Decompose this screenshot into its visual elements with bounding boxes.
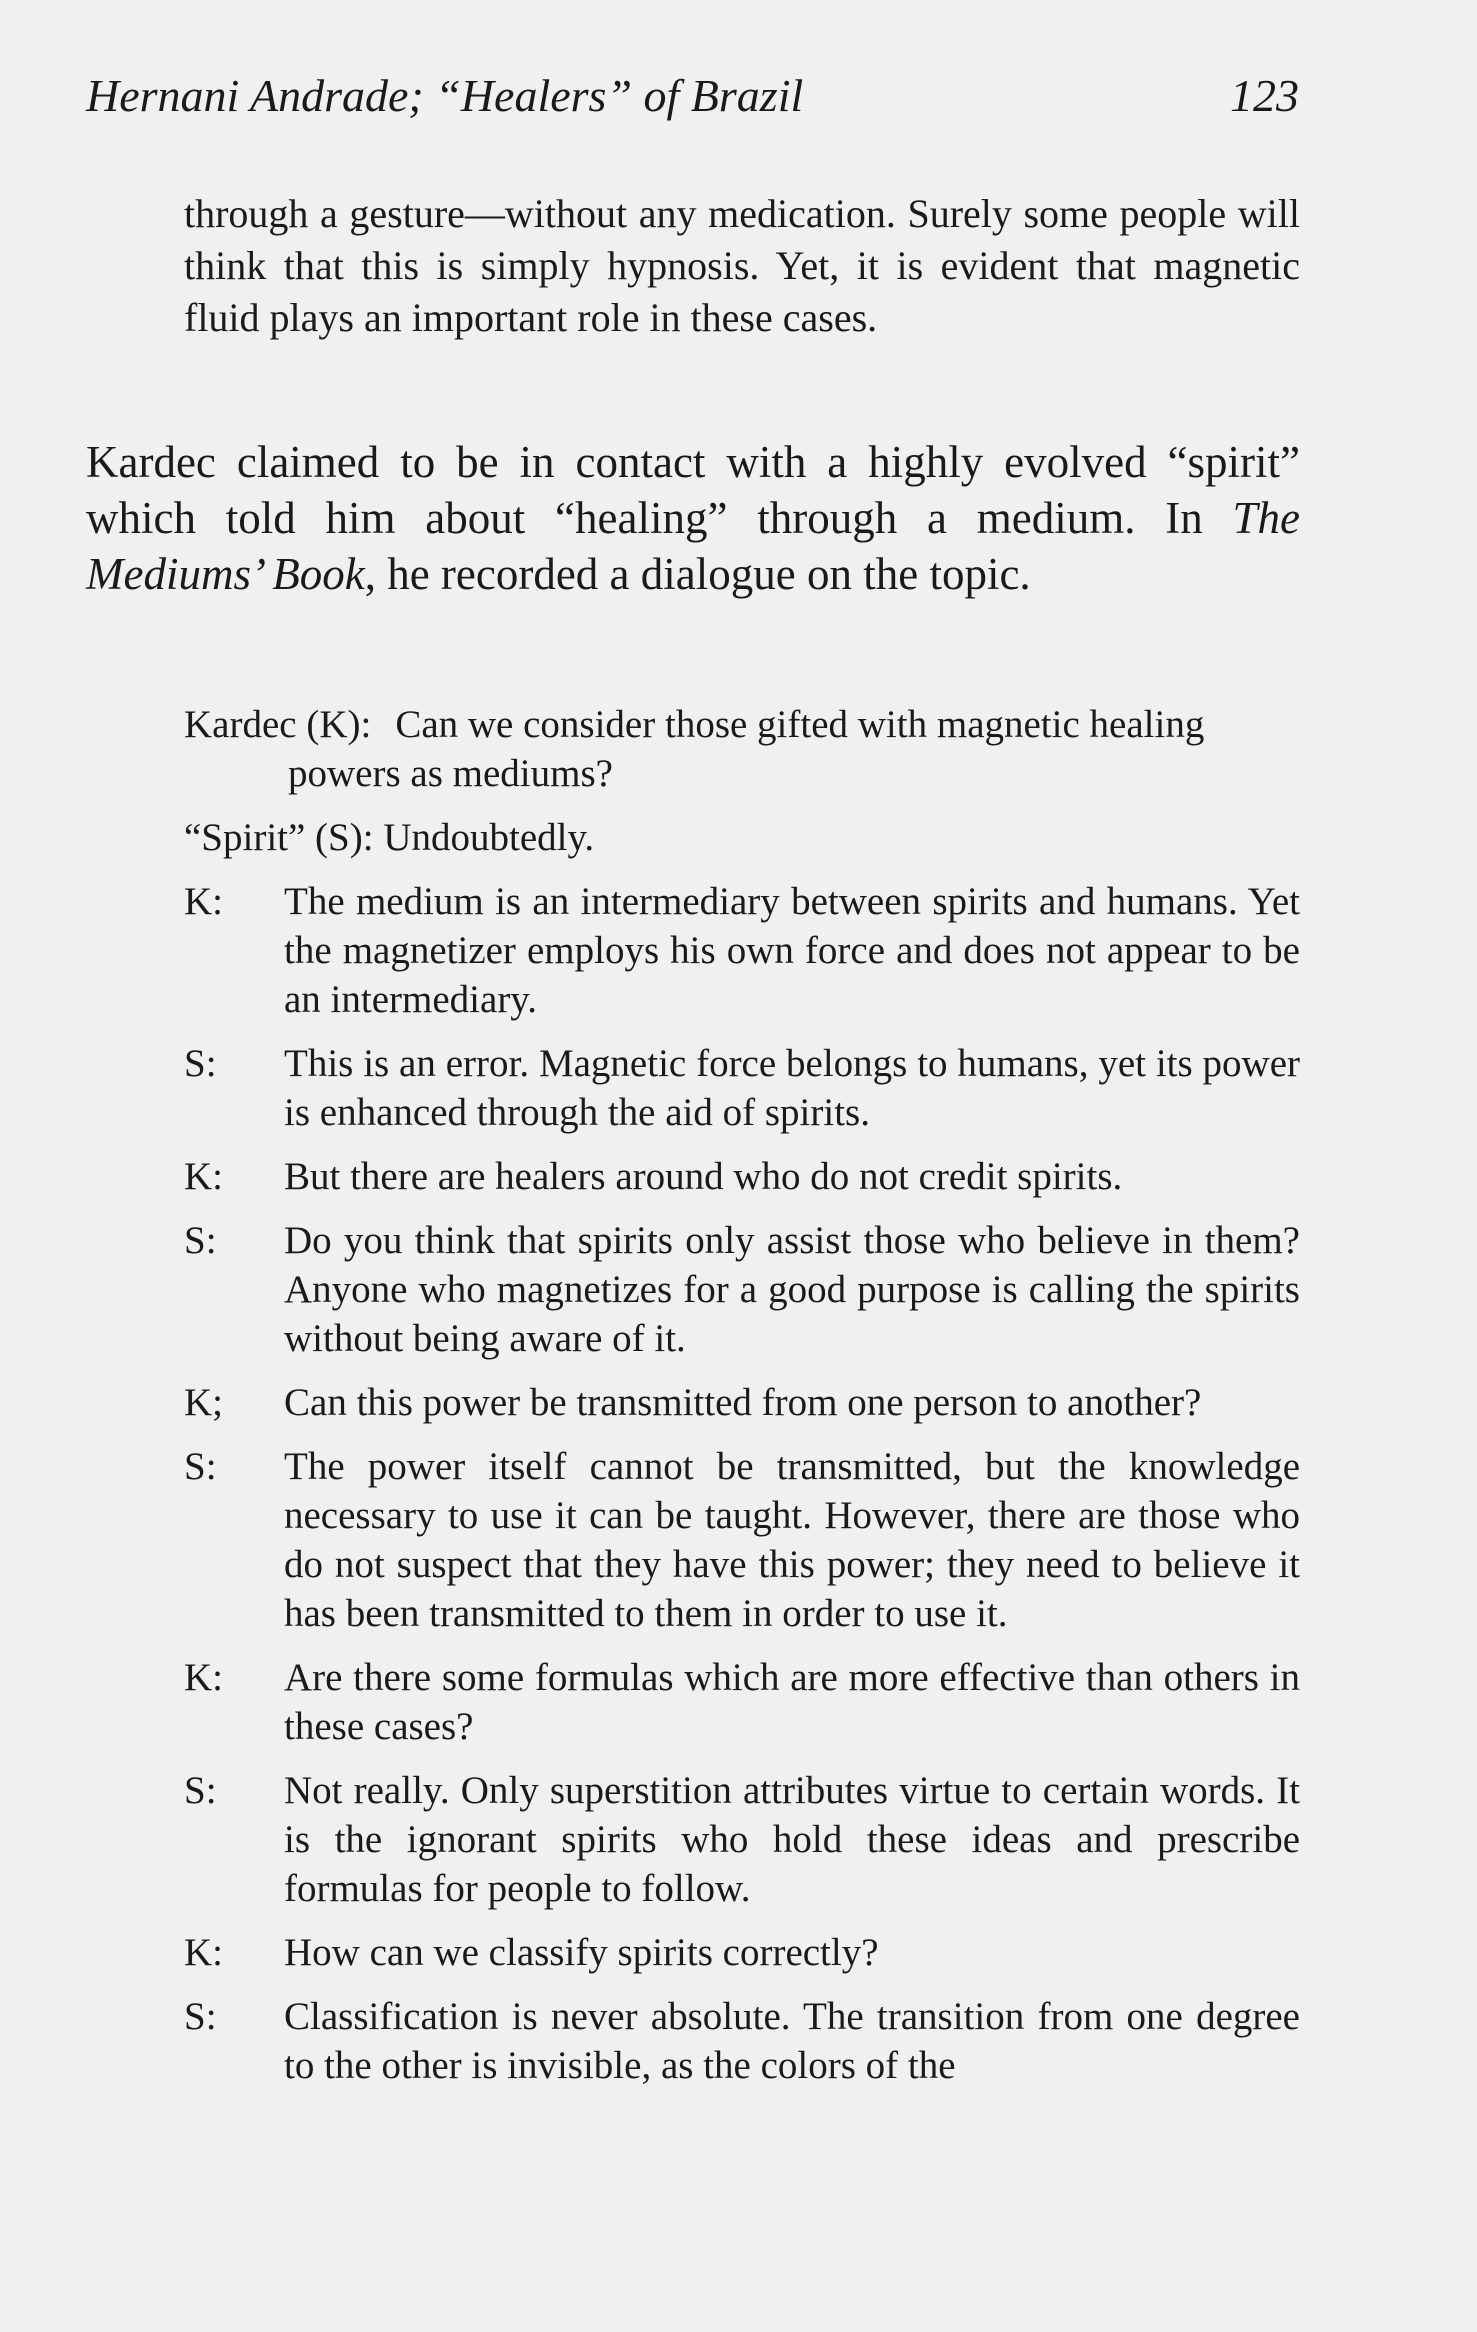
speaker-label: K; bbox=[184, 1381, 223, 1424]
dialogue-line bbox=[184, 877, 1300, 1024]
dialogue-line bbox=[184, 1653, 1300, 1751]
speaker-label: S: bbox=[184, 1769, 217, 1812]
dialogue-text: The power itself cannot be transmitted, but the knowledge necessary to use it can be taught. However, there are those who do not suspect that they have this power; they need to believe it has been transmitted to them in order to use it. bbox=[284, 1445, 1300, 1635]
continued-paragraph-text: through a gesture—without any medication. Surely some people will think that this is simply hypnosis. Yet, it is evident that magnetic fluid plays an important role in these cases. bbox=[184, 191, 1300, 340]
intro-text-after-title: , he recorded a dialogue on the topic. bbox=[364, 549, 1031, 599]
speaker-label: Kardec (K): bbox=[184, 703, 372, 746]
intro-text-before-title: Kardec claimed to be in contact with a highly evolved “spirit” which told him about “healing” through a medium. In bbox=[86, 437, 1300, 543]
speaker-label: “Spirit” (S): bbox=[184, 816, 374, 859]
speaker-label: S: bbox=[184, 1042, 217, 1085]
dialogue bbox=[184, 700, 1300, 2105]
speaker-label: S: bbox=[184, 1445, 217, 1488]
dialogue-text: This is an error. Magnetic force belongs to humans, yet its power is enhanced through the aid of spirits. bbox=[284, 1042, 1300, 1134]
book-title: The Mediums’ Book bbox=[86, 493, 1300, 599]
dialogue-line bbox=[184, 1992, 1300, 2090]
intro-paragraph bbox=[86, 434, 1300, 602]
running-header bbox=[86, 66, 1299, 126]
dialogue-line bbox=[184, 1152, 1300, 1201]
dialogue-text: Can we consider those gifted with magnetic healing powers as mediums? bbox=[288, 703, 1205, 795]
dialogue-line bbox=[184, 1766, 1300, 1913]
dialogue-line bbox=[184, 1442, 1300, 1638]
dialogue-text: Do you think that spirits only assist those who believe in them? Anyone who magnetizes for a good purpose is calling the spirits without being aware of it. bbox=[284, 1219, 1300, 1360]
dialogue-text: Classification is never absolute. The transition from one degree to the other is invisible, as the colors of the bbox=[284, 1995, 1300, 2087]
speaker-label: S: bbox=[184, 1995, 217, 2038]
dialogue-text: Undoubtedly. bbox=[383, 816, 595, 859]
dialogue-line bbox=[184, 1216, 1300, 1363]
page-number: 123 bbox=[1230, 70, 1299, 121]
dialogue-line bbox=[184, 1378, 1300, 1427]
speaker-label: K: bbox=[184, 1931, 223, 1974]
dialogue-text: The medium is an intermediary between spirits and humans. Yet the magnetizer employs his own force and does not appear to be an intermediary. bbox=[284, 880, 1300, 1021]
speaker-label: K: bbox=[184, 1155, 223, 1198]
running-title: Hernani Andrade; “Healers” of Brazil bbox=[86, 70, 804, 121]
dialogue-text: Can this power be transmitted from one person to another? bbox=[284, 1381, 1202, 1424]
dialogue-line bbox=[184, 813, 1300, 862]
dialogue-text: How can we classify spirits correctly? bbox=[284, 1931, 879, 1974]
speaker-label: K: bbox=[184, 1656, 223, 1699]
dialogue-line bbox=[184, 700, 1300, 798]
speaker-label: S: bbox=[184, 1219, 217, 1262]
dialogue-line bbox=[184, 1928, 1300, 1977]
dialogue-text: Not really. Only superstition attributes virtue to certain words. It is the ignorant spirits who hold these ideas and prescribe formulas for people to follow. bbox=[284, 1769, 1300, 1910]
intro-paragraph-text bbox=[86, 434, 1300, 602]
dialogue-text: Are there some formulas which are more effective than others in these cases? bbox=[284, 1656, 1300, 1748]
speaker-label: K: bbox=[184, 880, 223, 923]
dialogue-text: But there are healers around who do not credit spirits. bbox=[284, 1155, 1123, 1198]
continued-paragraph bbox=[184, 188, 1300, 344]
dialogue-line bbox=[184, 1039, 1300, 1137]
